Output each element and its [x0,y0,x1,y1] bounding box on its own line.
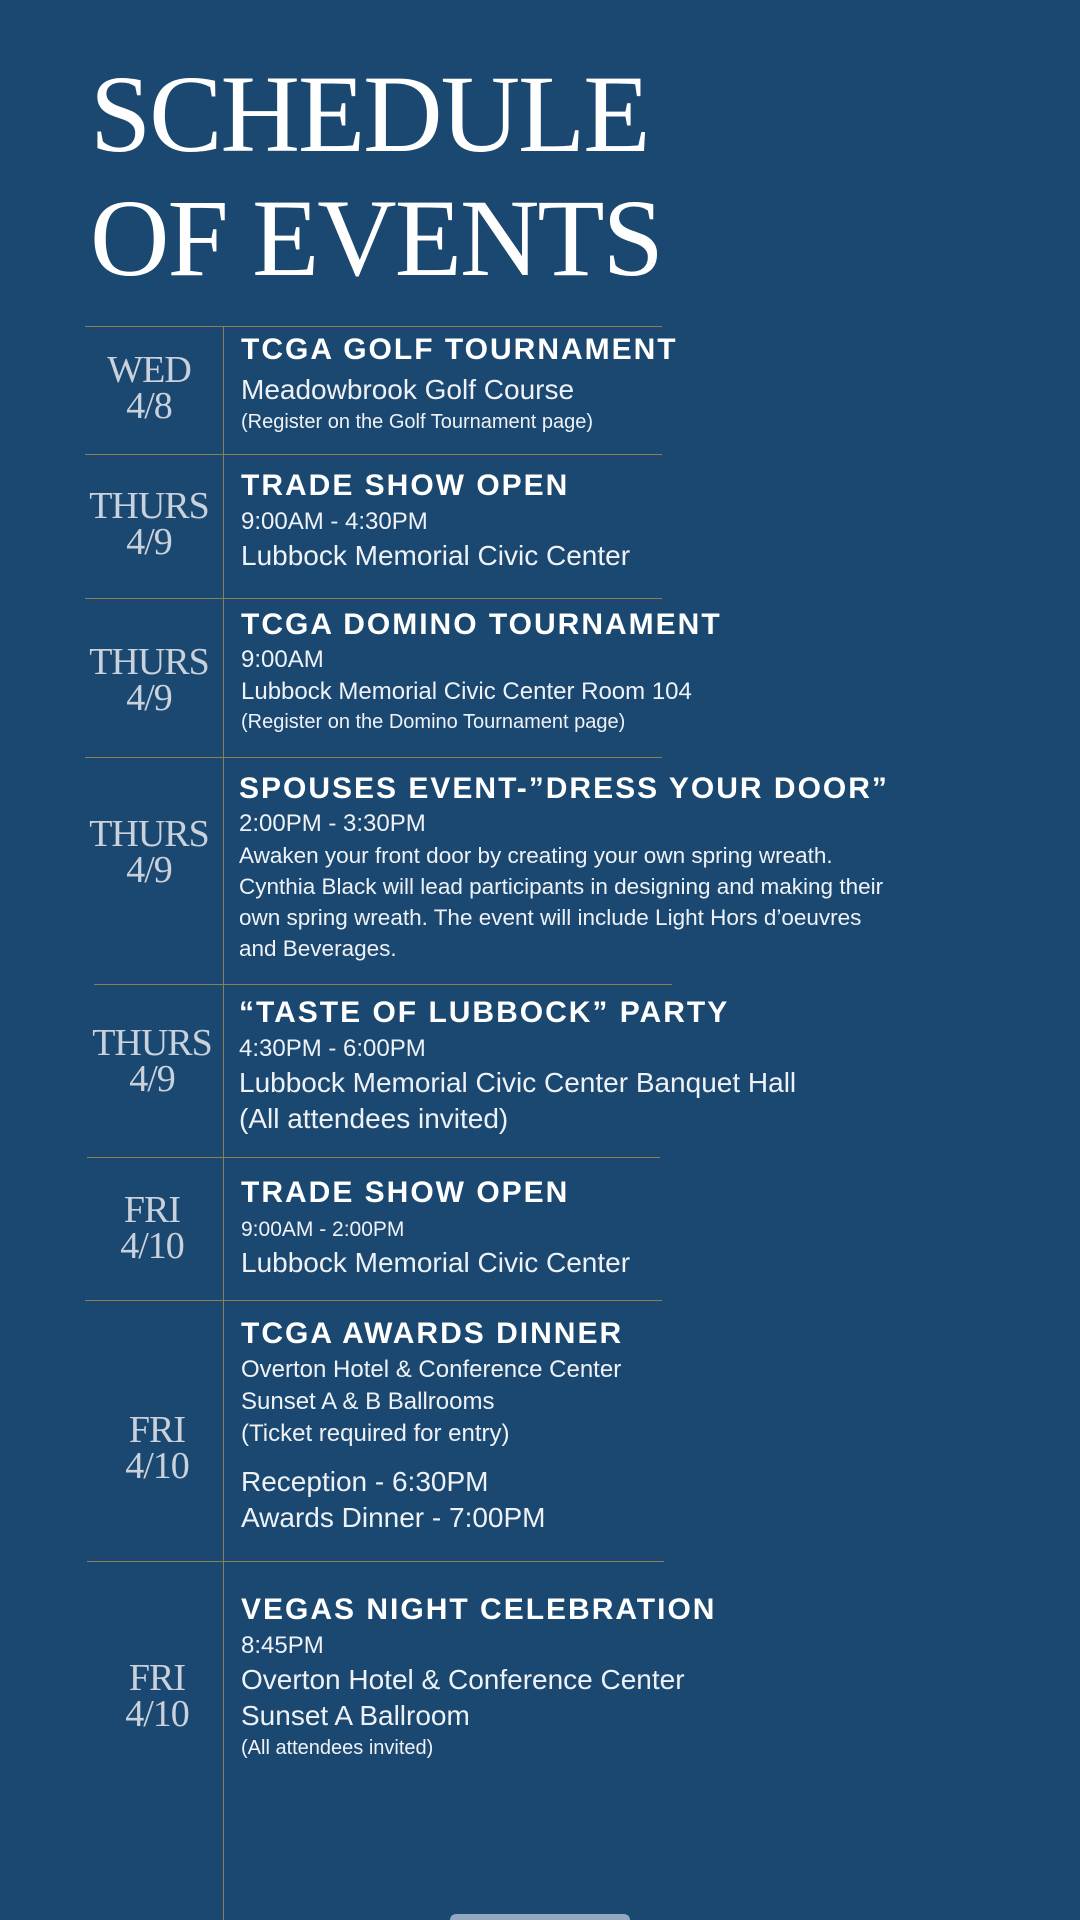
page-title [90,52,662,300]
event-title: TRADE SHOW OPEN [241,469,570,502]
event-dinner: Awards Dinner - 7:00PM [241,1502,546,1533]
event-note: (Register on the Domino Tournament page) [241,711,626,733]
event-title: TCGA DOMINO TOURNAMENT [241,608,722,641]
event-note: (Ticket required for entry) [241,1420,510,1447]
event-details [241,1591,716,1762]
event-details [241,1174,630,1281]
event-details [241,606,722,736]
event-date-number: 4/9 [126,521,172,563]
event-reception: Reception - 6:30PM [241,1466,489,1497]
event-time: 9:00AM [241,646,324,673]
event-date-number: 4/9 [126,677,172,719]
event-description: Awaken your front door by creating your own spring wreath. Cynthia Black will lead participants in designing and making their own spring wreath. The event will include Light Hors d’oeuvres and Beverages. [239,843,884,961]
event-day: THURS [89,485,209,527]
row-divider [85,326,662,327]
event-title: VEGAS NIGHT CELEBRATION [241,1593,717,1626]
event-date [82,1409,232,1487]
event-time: 8:45PM [241,1632,324,1659]
event-title: “TASTE OF LUBBOCK” PARTY [239,996,730,1029]
event-date-number: 4/9 [126,849,172,891]
event-date [82,1657,232,1735]
event-date-number: 4/10 [125,1445,189,1487]
row-divider [87,1157,660,1158]
title-line-1: SCHEDULE [90,53,649,175]
event-date [74,485,224,563]
row-divider [85,757,662,758]
event-date [77,1022,227,1100]
event-location: Lubbock Memorial Civic Center Room 104 [241,678,692,705]
event-title: TCGA GOLF TOURNAMENT [241,333,678,366]
event-location: Meadowbrook Golf Course [241,374,575,405]
event-title: SPOUSES EVENT-”DRESS YOUR DOOR” [239,772,889,805]
event-details [241,1315,623,1536]
event-location: Overton Hotel & Conference Center [241,1356,622,1383]
event-details [241,331,678,436]
row-divider [85,454,662,455]
event-date [77,1189,227,1267]
event-note: (Register on the Golf Tournament page) [241,411,594,433]
event-day: THURS [89,813,209,855]
event-date-number: 4/8 [126,385,172,427]
event-date [74,349,224,427]
event-date [74,813,224,891]
event-location: Lubbock Memorial Civic Center Banquet Hall [239,1067,797,1098]
event-day: THURS [89,641,209,683]
bottom-decoration [450,1914,630,1920]
event-note: (All attendees invited) [239,1103,509,1134]
event-day: THURS [92,1022,212,1064]
event-room: Sunset A Ballroom [241,1700,470,1731]
event-details [239,994,796,1137]
event-day: FRI [128,1409,186,1451]
event-date [74,641,224,719]
event-day: FRI [123,1189,181,1231]
event-location: Overton Hotel & Conference Center [241,1664,685,1695]
event-time: 9:00AM - 2:00PM [241,1218,405,1241]
event-details [239,770,899,964]
event-location: Lubbock Memorial Civic Center [241,1247,631,1278]
event-time: 9:00AM - 4:30PM [241,508,428,535]
event-day: WED [107,349,191,391]
event-location: Lubbock Memorial Civic Center [241,540,631,571]
event-time: 4:30PM - 6:00PM [239,1035,426,1062]
event-date-number: 4/9 [129,1058,175,1100]
row-divider [94,984,672,985]
event-title: TRADE SHOW OPEN [241,1176,570,1209]
row-divider [87,1561,664,1562]
row-divider [85,598,662,599]
event-date-number: 4/10 [120,1225,184,1267]
row-divider [85,1300,662,1301]
event-date-number: 4/10 [125,1693,189,1735]
event-time: 2:00PM - 3:30PM [239,810,426,837]
title-line-2: OF EVENTS [90,177,662,299]
event-details [241,467,630,574]
event-day: FRI [128,1657,186,1699]
event-title: TCGA AWARDS DINNER [241,1317,624,1350]
event-room: Sunset A & B Ballrooms [241,1388,495,1415]
event-note: (All attendees invited) [241,1737,434,1759]
